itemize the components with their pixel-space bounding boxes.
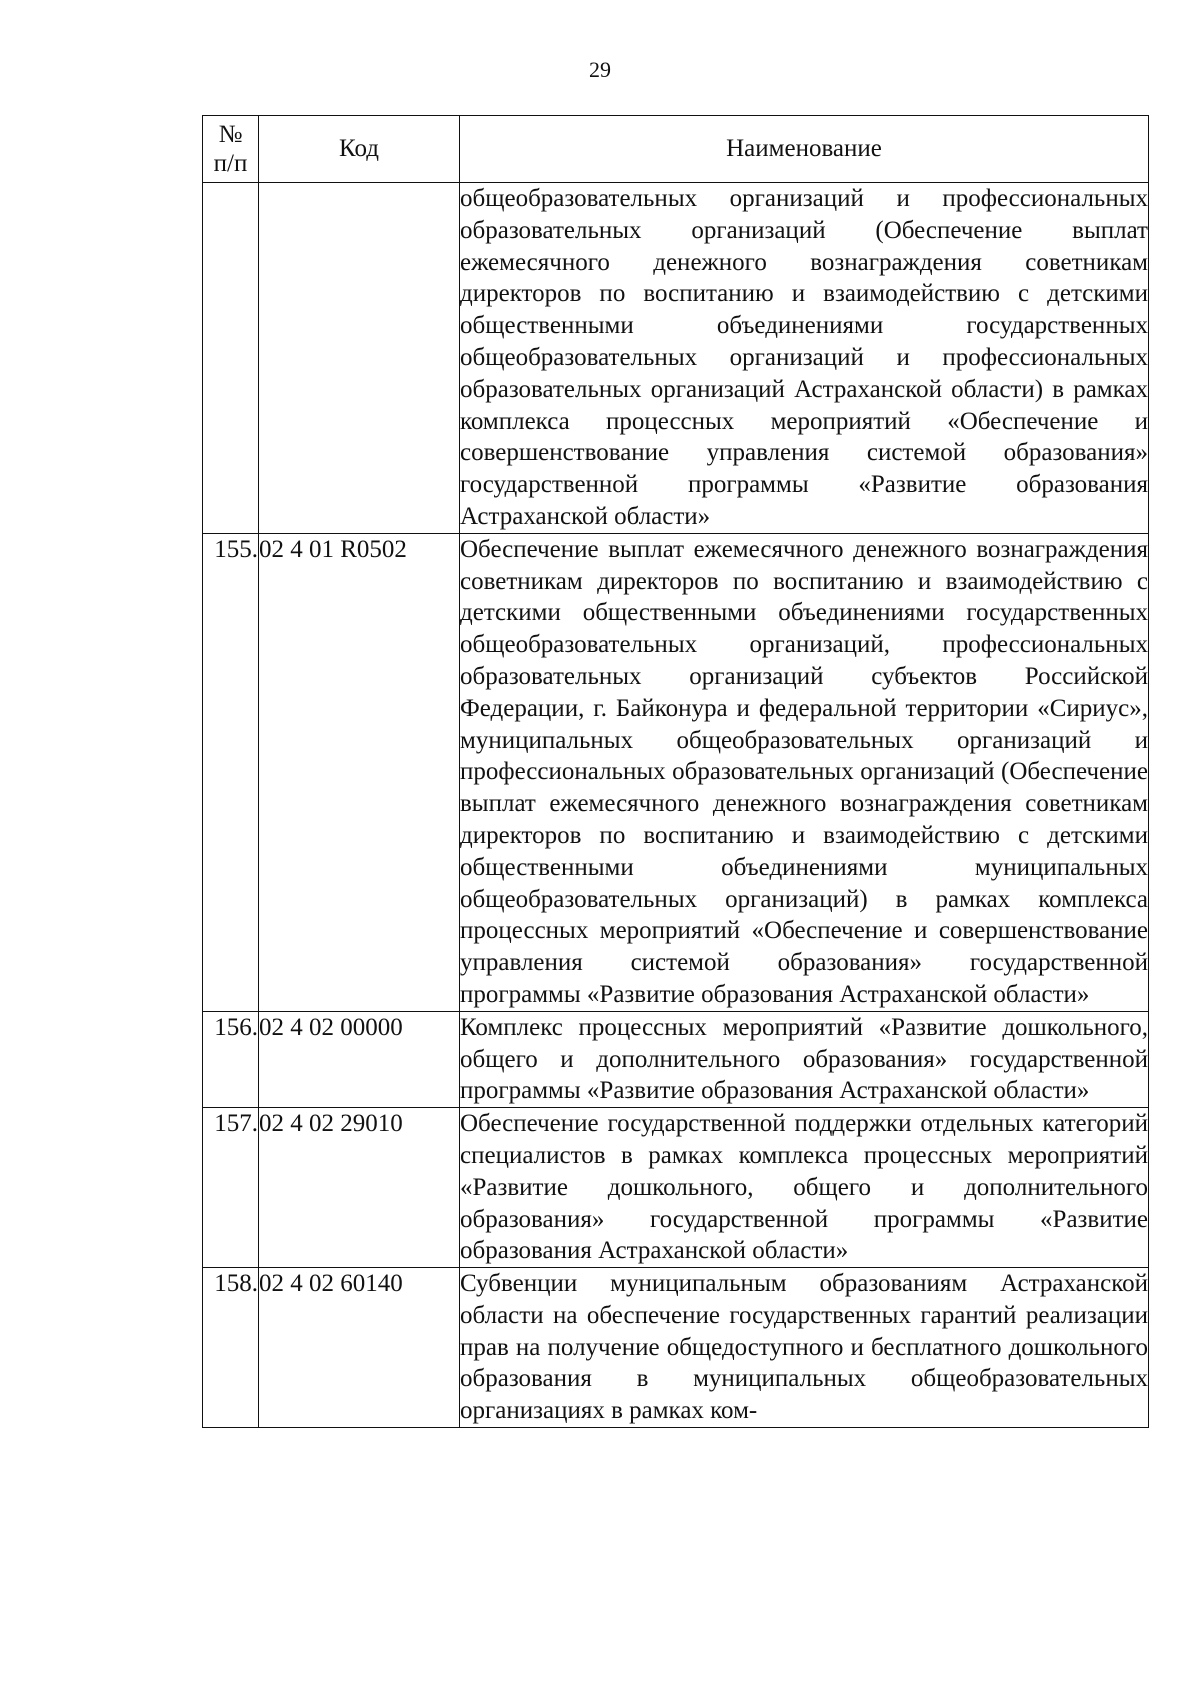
row-num xyxy=(203,183,259,534)
table-row xyxy=(203,1268,1149,1428)
row-num: 157. xyxy=(203,1108,259,1268)
header-code: Код xyxy=(259,116,460,183)
header-name: Наименование xyxy=(460,116,1149,183)
page-number: 29 xyxy=(589,57,611,82)
budget-code-table xyxy=(202,115,1149,1428)
row-name: Обеспечение выплат ежемесячного денежного вознаграждения советникам директоров по воспитанию и взаимодействию с детскими общественными объединениями государственных общеобразовательных организаций, профессиональных образовательных организаций субъектов Российской Федерации, г. Байконура и федеральной территории «Сириус», муниципальных общеобразовательных организаций и профессиональных образовательных организаций (Обеспечение выплат ежемесячного денежного вознаграждения советникам директоров по воспитанию и взаимодействию с детскими общественными объединениями муниципальных общеобразовательных организаций) в рамках комплекса процессных мероприятий «Обеспечение и совершенствование управления системой образования» государственной программы «Развитие образования Астраханской области» xyxy=(460,533,1149,1011)
table-row xyxy=(203,1011,1149,1107)
row-code: 02 4 02 29010 xyxy=(259,1108,460,1268)
row-name: Субвенции муниципальным образованиям Астраханской области на обеспечение государственных гарантий реализации прав на получение общедоступного и бесплатного дошкольного образования в муниципальных общеобразовательных организациях в рамках ком- xyxy=(460,1268,1149,1428)
table-row xyxy=(203,1108,1149,1268)
row-code: 02 4 01 R0502 xyxy=(259,533,460,1011)
row-num: 156. xyxy=(203,1011,259,1107)
table-header-row xyxy=(203,116,1149,183)
header-num-label: п/п xyxy=(213,150,248,177)
row-code: 02 4 02 00000 xyxy=(259,1011,460,1107)
header-num-symbol: № xyxy=(218,121,243,148)
row-num: 158. xyxy=(203,1268,259,1428)
table-row xyxy=(203,183,1149,534)
row-name: Обеспечение государственной поддержки отдельных категорий специалистов в рамках комплекса процессных мероприятий «Развитие дошкольного, общего и дополнительного образования» государственной программы «Развитие образования Астраханской области» xyxy=(460,1108,1149,1268)
header-num xyxy=(203,116,259,183)
row-num: 155. xyxy=(203,533,259,1011)
row-name: Комплекс процессных мероприятий «Развитие дошкольного, общего и дополнительного образования» государственной программы «Развитие образования Астраханской области» xyxy=(460,1011,1149,1107)
row-code: 02 4 02 60140 xyxy=(259,1268,460,1428)
table-row xyxy=(203,533,1149,1011)
row-code xyxy=(259,183,460,534)
row-name: общеобразовательных организаций и профессиональных образовательных организаций (Обеспечение выплат ежемесячного денежного вознаграждения советникам директоров по воспитанию и взаимодействию с детскими общественными объединениями государственных общеобразовательных организаций и профессиональных образовательных организаций Астраханской области) в рамках комплекса процессных мероприятий «Обеспечение и совершенствование управления системой образования» государственной программы «Развитие образования Астраханской области» xyxy=(460,183,1149,534)
